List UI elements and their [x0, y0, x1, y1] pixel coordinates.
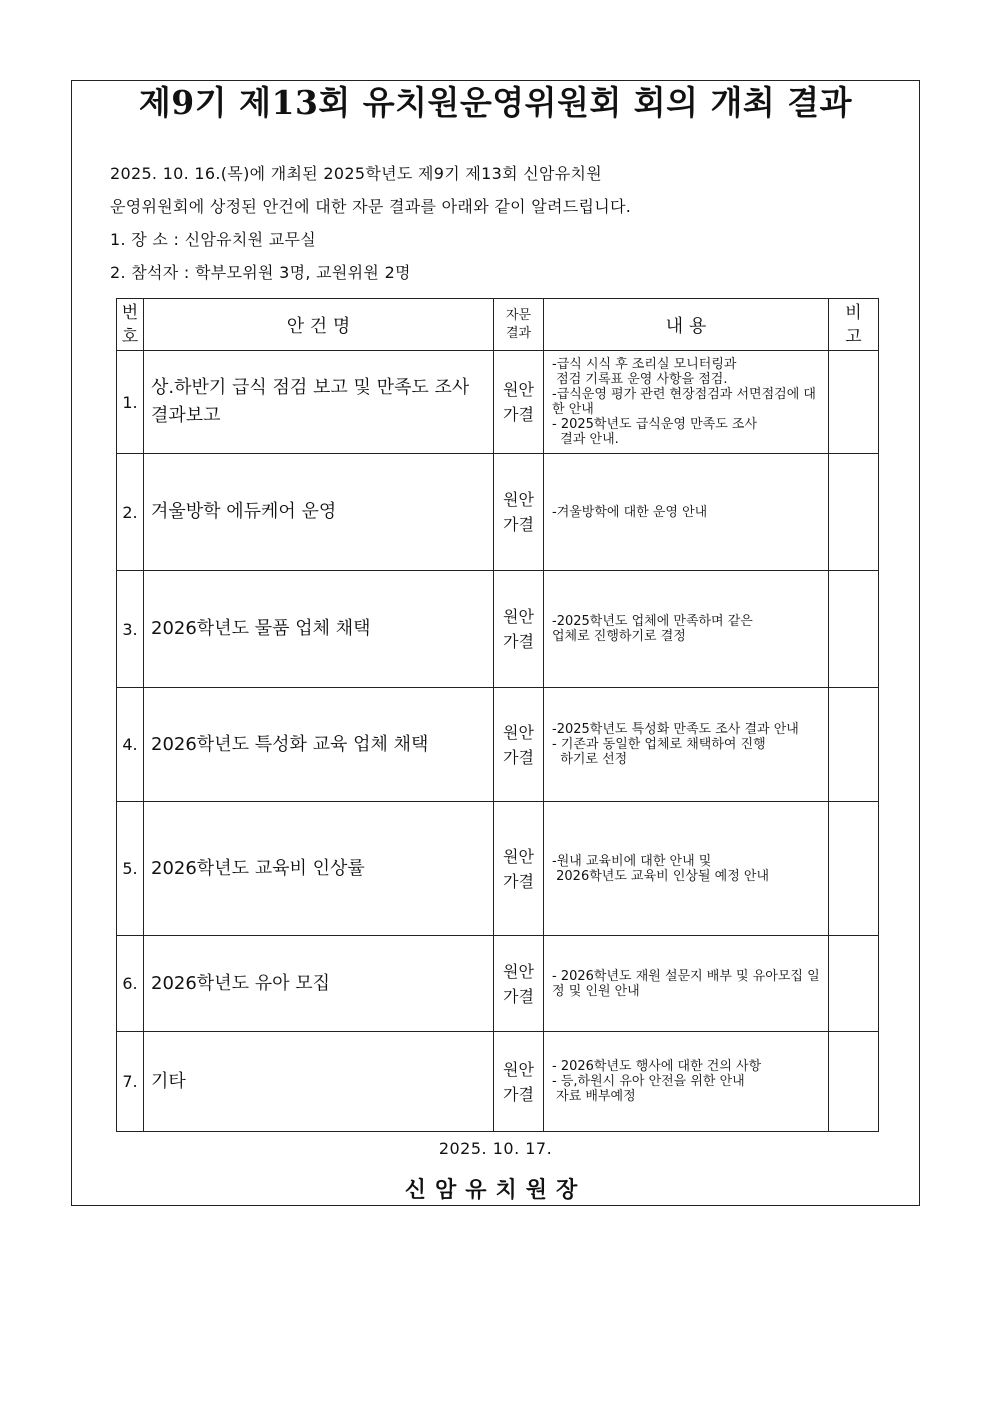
intro-section: [110, 157, 631, 289]
document-frame: [71, 80, 920, 1206]
row-content: -급식 시식 후 조리실 모니터링과 점검 기록표 운영 사항을 점검. -급식운영 평가 관련 현장점검과 서면점검에 대한 안내 - 2025학년도 급식운영 만족도 조사 결과 안내.: [544, 351, 829, 454]
row-decision: 원안가결: [494, 571, 544, 688]
row-decision: 원안가결: [494, 802, 544, 936]
row-content: -2025학년도 업체에 만족하며 같은 업체로 진행하기로 결정: [544, 571, 829, 688]
row-number: 6.: [117, 936, 144, 1032]
row-agenda: 2026학년도 물품 업체 채택: [144, 571, 494, 688]
meeting-attendees: 2. 참석자 : 학부모위원 3명, 교원위원 2명: [110, 263, 411, 282]
row-note: [829, 1032, 879, 1132]
table-row: [117, 1032, 879, 1132]
row-agenda: 2026학년도 유아 모집: [144, 936, 494, 1032]
row-note: [829, 936, 879, 1032]
row-agenda: 겨울방학 에듀케어 운영: [144, 454, 494, 571]
row-number: 5.: [117, 802, 144, 936]
row-note: [829, 688, 879, 802]
row-content: -겨울방학에 대한 운영 안내: [544, 454, 829, 571]
row-agenda: 2026학년도 특성화 교육 업체 채택: [144, 688, 494, 802]
header-agenda: 안 건 명: [144, 299, 494, 351]
row-content: - 2026학년도 행사에 대한 건의 사항 - 등,하원시 유아 안전을 위한 안내 자료 배부예정: [544, 1032, 829, 1132]
table-row: [117, 936, 879, 1032]
table-row: [117, 571, 879, 688]
row-agenda: 상.하반기 급식 점검 보고 및 만족도 조사 결과보고: [144, 351, 494, 454]
row-decision: 원안가결: [494, 454, 544, 571]
meeting-place: 1. 장 소 : 신암유치원 교무실: [110, 230, 317, 249]
row-decision: 원안가결: [494, 1032, 544, 1132]
issue-date: 2025. 10. 17.: [438, 1139, 553, 1158]
table-header-row: [117, 299, 879, 351]
table-row: [117, 351, 879, 454]
row-note: [829, 802, 879, 936]
intro-line-2: 운영위원회에 상정된 안건에 대한 자문 결과를 아래와 같이 알려드립니다.: [110, 197, 632, 216]
row-number: 2.: [117, 454, 144, 571]
row-note: [829, 571, 879, 688]
document-title: 제9기 제13회 유치원운영위원회 회의 개최 결과: [138, 83, 853, 122]
row-decision: 원안가결: [494, 688, 544, 802]
row-agenda: 기타: [144, 1032, 494, 1132]
row-content: -2025학년도 특성화 만족도 조사 결과 안내 - 기존과 동일한 업체로 채택하여 진행 하기로 선정: [544, 688, 829, 802]
header-decision: 자문결과: [494, 299, 544, 351]
header-number: 번호: [117, 299, 144, 351]
intro-line-1: 2025. 10. 16.(목)에 개최된 2025학년도 제9기 제13회 신암유치원: [110, 164, 602, 183]
results-table: [116, 298, 879, 1132]
table-row: [117, 802, 879, 936]
table-row: [117, 688, 879, 802]
signature: 신암유치원장: [404, 1178, 587, 1203]
row-decision: 원안가결: [494, 936, 544, 1032]
row-content: -원내 교육비에 대한 안내 및 2026학년도 교육비 인상될 예정 안내: [544, 802, 829, 936]
row-note: [829, 351, 879, 454]
row-number: 7.: [117, 1032, 144, 1132]
row-decision: 원안가결: [494, 351, 544, 454]
row-content: - 2026학년도 재원 설문지 배부 및 유아모집 일정 및 인원 안내: [544, 936, 829, 1032]
table-row: [117, 454, 879, 571]
row-note: [829, 454, 879, 571]
row-number: 1.: [117, 351, 144, 454]
header-note: 비고: [829, 299, 879, 351]
row-number: 4.: [117, 688, 144, 802]
row-number: 3.: [117, 571, 144, 688]
header-content: 내 용: [544, 299, 829, 351]
row-agenda: 2026학년도 교육비 인상률: [144, 802, 494, 936]
